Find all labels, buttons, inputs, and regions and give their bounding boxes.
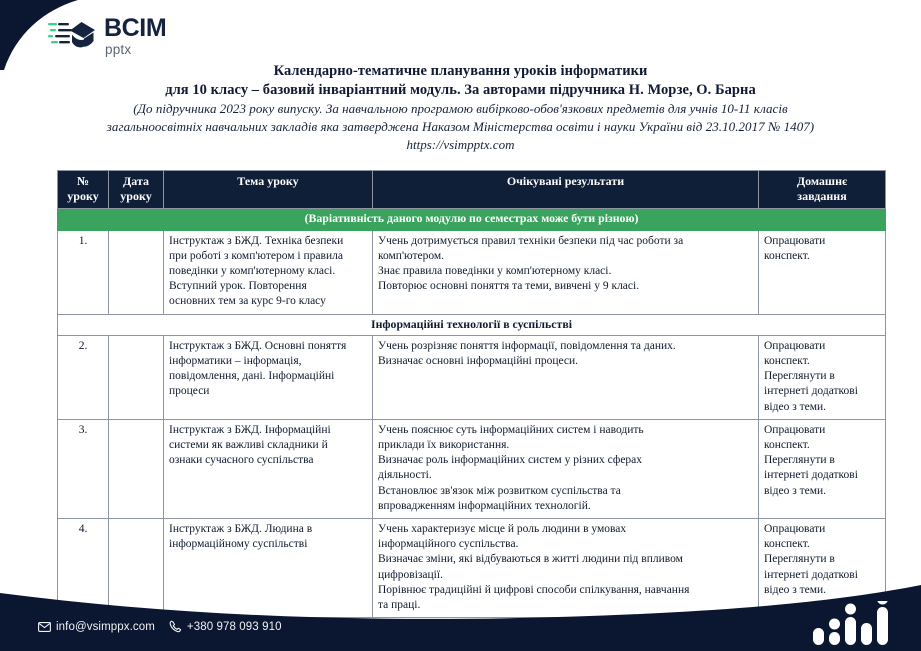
cell-text-line: конспект. — [764, 538, 810, 551]
cell-expected-results — [373, 419, 759, 518]
header-text: Домашнє — [796, 174, 848, 188]
cell-text-line: конспект. — [764, 249, 810, 262]
cell-expected-results — [373, 230, 759, 314]
cell-lesson-number: 1. — [58, 230, 109, 314]
page-subtitle-line-2: загальноосвітніх навчальних закладів яка затверджена Наказом Міністерства освіти і науки України від 23.10.2017 № 1407) — [106, 119, 815, 134]
page-title-line-1: Календарно-тематичне планування уроків інформатики — [273, 63, 648, 79]
cell-text-line: відео з теми. — [764, 583, 827, 596]
cell-text-line: Визначає роль інформаційних систем у різних сферах — [378, 454, 643, 467]
cell-text-line: Опрацювати — [764, 423, 826, 436]
logo-subtitle: pptx — [105, 42, 132, 57]
cell-lesson-number: 4. — [58, 519, 109, 618]
section-header-text: Інформаційні технології в суспільстві — [58, 314, 886, 335]
phone-icon — [169, 620, 182, 633]
cell-homework — [759, 230, 886, 314]
cell-text-line: конспект. — [764, 439, 810, 452]
cell-text-line: ознаки сучасного суспільства — [169, 454, 314, 467]
lesson-plan-table-wrapper — [57, 170, 885, 618]
cell-topic — [164, 335, 373, 419]
footer-contact-info — [38, 620, 282, 633]
header-text: Тема уроку — [237, 174, 299, 188]
cell-text-line: Переглянути в — [764, 370, 835, 383]
cell-text-line: Учень характеризує місце й роль людини в умовах — [378, 523, 627, 536]
graduation-cap-icon — [48, 17, 96, 56]
cell-text-line: діяльності. — [378, 469, 432, 482]
bar-chart-decoration — [813, 601, 899, 645]
brand-logo — [48, 16, 166, 57]
cell-text-line: відео з теми. — [764, 400, 827, 413]
cell-text-line: інформаційному суспільстві — [169, 538, 308, 551]
cell-homework — [759, 335, 886, 419]
cell-text-line: конспект. — [764, 355, 810, 368]
cell-text-line: повідомлення, дані. Інформаційні — [169, 370, 335, 383]
cell-text-line: системи як важливі складники й — [169, 439, 328, 452]
cell-text-line: комп'ютером. — [378, 249, 445, 262]
cell-text-line: Переглянути в — [764, 553, 835, 566]
cell-lesson-date — [109, 419, 164, 518]
table-row — [58, 419, 886, 518]
footer-email[interactable] — [38, 621, 155, 633]
cell-text-line: впровадженням інформаційних технологій. — [378, 499, 591, 512]
cell-text-line: поведінки у комп'ютерному класі. — [169, 265, 336, 278]
source-url: https://vsimpptx.com — [406, 137, 515, 152]
section-header-row — [58, 314, 886, 335]
table-row — [58, 230, 886, 314]
cell-text-line: приклади їх використання. — [378, 439, 510, 452]
cell-text-line: Інструктаж з БЖД. Людина в — [169, 523, 313, 536]
cell-text-line: при роботі з комп'ютером і правила — [169, 249, 343, 262]
footer-phone[interactable] — [169, 620, 282, 633]
document-title-block — [0, 62, 921, 154]
page-title-line-2: для 10 класу – базовий інваріантний модуль. За авторами підручника Н. Морзе, О. Барна — [165, 82, 756, 98]
cell-text-line: процеси — [169, 385, 210, 398]
variability-banner-text: (Варіативність даного модулю по семестрах може бути різною) — [58, 209, 886, 230]
table-header-row — [58, 171, 886, 209]
footer-phone-text: +380 978 093 910 — [186, 620, 282, 633]
header-text: Дата — [123, 174, 149, 188]
cell-text-line: відео з теми. — [764, 484, 827, 497]
header-text: завдання — [797, 189, 847, 204]
cell-text-line: Вступний урок. Повторення — [169, 280, 307, 293]
cell-text-line: Опрацювати — [764, 234, 826, 247]
table-row — [58, 335, 886, 419]
cell-text-line: та праці. — [378, 599, 421, 612]
lesson-plan-table — [57, 170, 886, 618]
cell-text-line: основних тем за курс 9-го класу — [169, 295, 326, 308]
cell-text-line: Учень розрізняє поняття інформації, повідомлення та даних. — [378, 339, 676, 352]
cell-text-line: інформаційного суспільства. — [378, 538, 519, 551]
cell-text-line: Визначає зміни, які відбуваються в житті людини під впливом — [378, 553, 683, 566]
variability-banner-row — [58, 209, 886, 230]
cell-lesson-number: 3. — [58, 419, 109, 518]
cell-text-line: Інструктаж з БЖД. Інформаційні — [169, 423, 331, 436]
cell-text-line: цифровізації. — [378, 568, 443, 581]
cell-text-line: Учень дотримується правил техніки безпеки під час роботи за — [378, 234, 684, 247]
cell-text-line: Повторює основні поняття та теми, вивчені у 9 класі. — [378, 280, 640, 293]
cell-text-line: Опрацювати — [764, 523, 826, 536]
cell-text-line: Учень пояснює суть інформаційних систем і наводить — [378, 423, 644, 436]
cell-text-line: інтернеті додаткові — [764, 568, 858, 581]
cell-topic — [164, 230, 373, 314]
page-subtitle-line-1: (До підручника 2023 року випуску. За навчальною програмою вибірково-обов'язкових предметів для учнів 10-11 класів — [133, 101, 788, 116]
column-header-expected-results — [373, 171, 759, 209]
envelope-icon — [38, 622, 51, 632]
cell-text-line: Встановлює зв'язок між розвитком суспільства та — [378, 484, 621, 497]
footer-band — [0, 585, 921, 651]
cell-text-line: Інструктаж з БЖД. Техніка безпеки — [169, 234, 344, 247]
logo-title: BCIM — [104, 14, 167, 42]
cell-text-line: інтернеті додаткові — [764, 385, 858, 398]
cell-topic — [164, 419, 373, 518]
cell-text-line: Опрацювати — [764, 339, 826, 352]
column-header-homework — [759, 171, 886, 209]
cell-lesson-date — [109, 230, 164, 314]
column-header-lesson-number — [58, 171, 109, 209]
cell-text-line: інформатики – інформація, — [169, 355, 302, 368]
cell-lesson-date — [109, 335, 164, 419]
cell-expected-results — [373, 335, 759, 419]
lesson-plan-table-body — [58, 209, 886, 618]
cell-text-line: інтернеті додаткові — [764, 469, 858, 482]
column-header-lesson-date — [109, 171, 164, 209]
header-text: уроку — [120, 189, 152, 204]
cell-text-line: Знає правила поведінки у комп'ютерному класі. — [378, 265, 612, 278]
cell-lesson-number: 2. — [58, 335, 109, 419]
cell-text-line: Визначає основні інформаційні процеси. — [378, 355, 579, 368]
header-text: уроку — [67, 189, 99, 204]
cell-text-line: Переглянути в — [764, 454, 835, 467]
header-text: № — [76, 174, 90, 188]
cell-text-line: Інструктаж з БЖД. Основні поняття — [169, 339, 347, 352]
footer-email-text: info@vsimppx.com — [56, 620, 155, 633]
header-text: Очікувані результати — [506, 174, 625, 188]
cell-text-line: Порівнює традиційні й цифрові способи спілкування, навчання — [378, 583, 690, 596]
column-header-topic — [164, 171, 373, 209]
cell-homework — [759, 419, 886, 518]
